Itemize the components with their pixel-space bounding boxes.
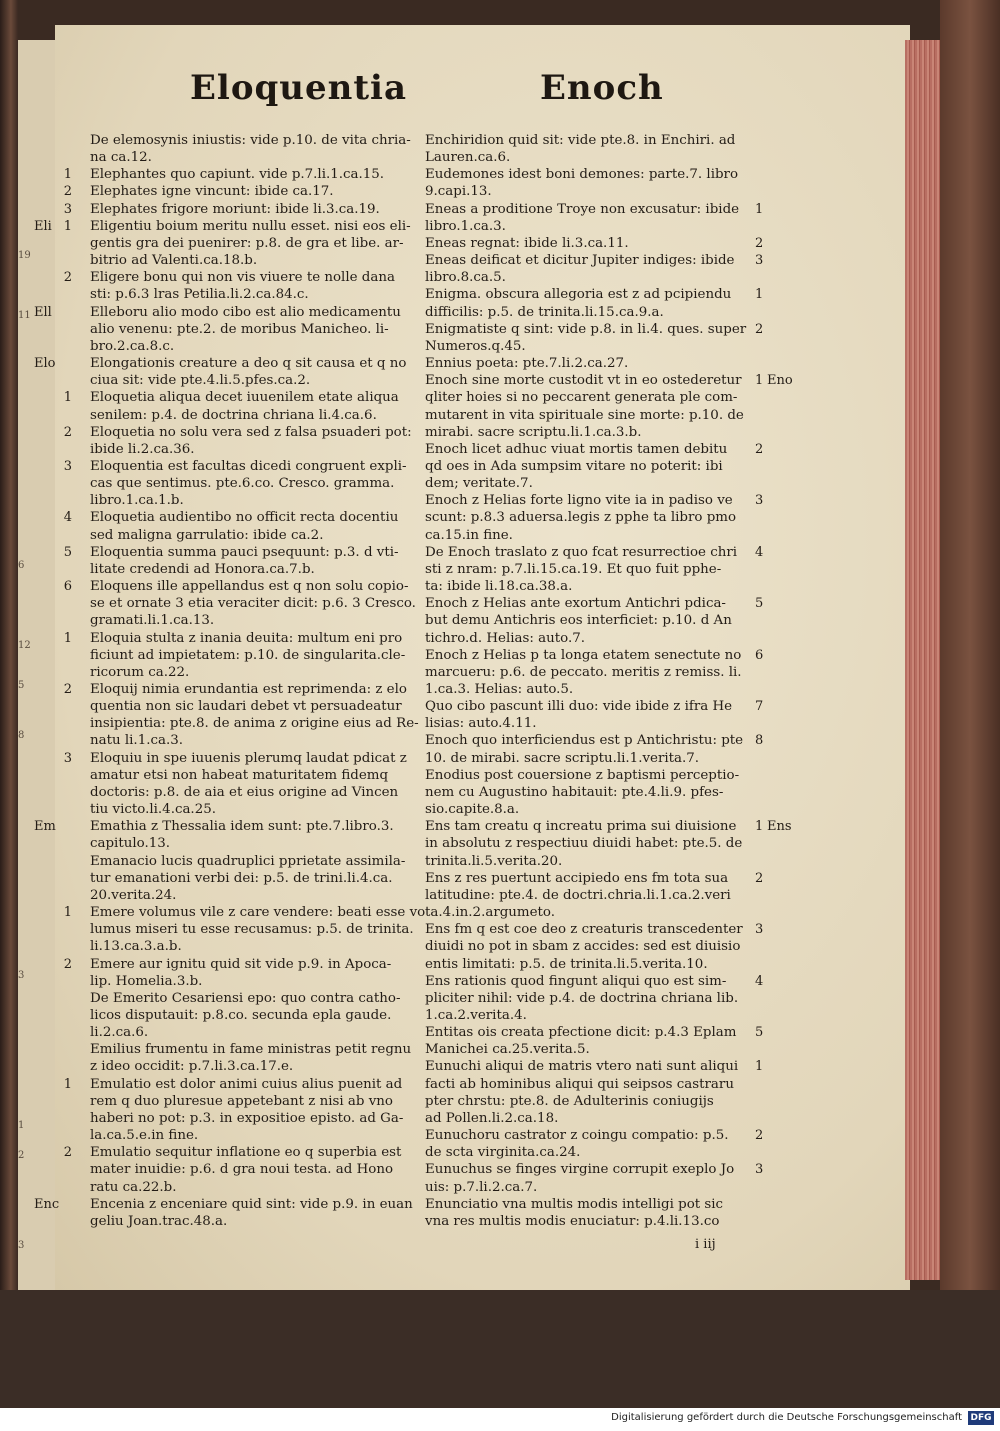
entry-line: Eneas regnat: ibide li.3.ca.11.: [425, 235, 629, 251]
entry-line: Eloquens ille appellandus est q non solu copio-: [90, 579, 409, 595]
book-bottom-edge: [0, 1290, 1000, 1408]
index-entry: [425, 441, 764, 492]
entry-line: la.ca.5.e.in fine.: [90, 1128, 199, 1144]
entry-line: Enoch licet adhuc viuat mortis tamen debitu: [425, 441, 728, 457]
entry-number: 2: [63, 1145, 72, 1161]
entry-line: Eloquentia summa pauci psequunt: p.3. d vti-: [90, 544, 399, 560]
entry-number: 3: [755, 922, 764, 938]
index-entry: [90, 990, 420, 1041]
entry-line: libro.1.ca.1.b.: [90, 493, 184, 509]
entry-line: ratu ca.22.b.: [90, 1179, 177, 1195]
entry-line: Eloquentia est facultas dicedi congruent expli-: [90, 458, 407, 474]
index-entry: [425, 166, 755, 200]
entry-line: Numeros.q.45.: [425, 338, 526, 354]
entry-line: Quo cibo pascunt illi duo: vide ibide z ifra He: [425, 699, 733, 715]
entry-line: ad Pollen.li.2.ca.18.: [425, 1110, 559, 1126]
entry-line: Eligentiu boium meritu nullu esset. nisi eos eli-: [90, 218, 411, 234]
entry-line: ciua sit: vide pte.4.li.5.pfes.ca.2.: [90, 373, 311, 389]
index-entry: [63, 956, 420, 990]
entry-line: Eneas deificat et dicitur Jupiter indiges: ibide: [425, 253, 735, 269]
index-entry: [425, 767, 755, 818]
index-entry: [63, 201, 420, 218]
index-entry: [63, 544, 420, 578]
entry-line: Manichei ca.25.verita.5.: [425, 1042, 590, 1058]
index-entry: [425, 818, 792, 869]
right-column: [425, 132, 793, 1230]
entry-line: Eloquetia no solu vera sed z falsa psuaderi pot:: [90, 424, 412, 440]
margin-letter-tag: Eli: [34, 218, 52, 234]
entry-number: 6: [755, 647, 764, 663]
entry-number: 2: [63, 682, 72, 697]
index-entry: [63, 166, 420, 183]
index-entry: [425, 1127, 764, 1161]
entry-line: insipientia: pte.8. de anima z origine eius ad Re-: [90, 716, 419, 732]
entry-line: difficilis: p.5. de trinita.li.15.ca.9.a.: [425, 304, 664, 320]
entry-number: 3: [755, 1162, 764, 1178]
entry-line: in absolutu z respectiuu diuidi habet: pte.5. de: [425, 836, 743, 852]
entry-number: 4: [63, 510, 72, 526]
entry-line: gentis gra dei puenirer: p.8. de gra et libe. ar-: [90, 235, 404, 251]
entry-line: Ennius poeta: pte.7.li.2.ca.27.: [425, 356, 629, 372]
book-binding: [0, 0, 18, 1408]
entry-line: uis: p.7.li.2.ca.7.: [425, 1179, 538, 1195]
index-entry: [425, 1058, 764, 1127]
margin-letter-tag: Ell: [34, 304, 52, 320]
index-entry: [425, 372, 793, 441]
entry-line: quentia non sic laudari debet vt persuadeatur: [90, 699, 402, 715]
index-entry: [34, 304, 420, 355]
entry-line: Lauren.ca.6.: [425, 150, 511, 166]
index-entry: [425, 132, 755, 166]
entry-line: Eloquetia aliqua decet iuuenilem etate aliqua: [90, 390, 399, 406]
entry-line: libro.1.ca.3.: [425, 218, 506, 234]
entry-line: Elongationis creature a deo q sit causa et q no: [90, 356, 407, 372]
index-entry: [425, 201, 764, 235]
entry-line: nem cu Augustino habitauit: pte.4.li.9. pfes-: [425, 784, 724, 800]
entry-line: 1.ca.2.verita.4.: [425, 1007, 527, 1023]
entry-line: vna res multis modis enuciatur: p.4.li.13.co: [425, 1213, 720, 1229]
entry-line: Ens rationis quod fingunt aliqui quo est sim-: [425, 973, 727, 989]
index-entry: [425, 732, 764, 766]
entry-number: 1: [63, 218, 72, 234]
entry-line: doctoris: p.8. de aia et eius origine ad Vincen: [90, 784, 399, 800]
index-entry: [425, 235, 764, 252]
entry-number: 3: [63, 458, 72, 474]
entry-line: capitulo.13.: [90, 836, 171, 852]
entry-number: 6: [63, 579, 72, 595]
entry-line: lip. Homelia.3.b.: [90, 973, 203, 989]
entry-number: 2: [63, 184, 72, 200]
footer-bar: [0, 1408, 1000, 1431]
entry-number: 2: [63, 956, 72, 972]
entry-line: trinita.li.5.verita.20.: [425, 853, 563, 869]
index-entry: [63, 681, 420, 750]
entry-number: 4: [755, 544, 764, 560]
index-entry: [63, 458, 420, 509]
index-entry: [425, 921, 764, 972]
entry-line: gramati.li.1.ca.13.: [90, 613, 215, 629]
entry-number: 3: [755, 493, 764, 509]
prev-page-fragment: 2: [18, 1150, 25, 1161]
entry-line: De Emerito Cesariensi epo: quo contra catho-: [90, 990, 401, 1006]
prev-page-fragment: 12: [18, 640, 31, 651]
entry-line: sti: p.6.3 lras Petilia.li.2.ca.84.c.: [90, 287, 309, 303]
index-entry: [425, 321, 764, 355]
entry-line: sti z nram: p.7.li.15.ca.19. Et quo fuit pphe-: [425, 561, 722, 577]
entry-line: alio venenu: pte.2. de moribus Manicheo. li-: [90, 321, 389, 337]
entry-line: geliu Joan.trac.48.a.: [90, 1213, 228, 1229]
entry-line: lisias: auto.4.11.: [425, 716, 537, 732]
entry-number: 1: [755, 287, 764, 303]
index-entry: [425, 492, 764, 543]
entry-line: De elemosynis iniustis: vide p.10. de vita chria-: [90, 133, 411, 148]
index-entry: [63, 578, 420, 629]
entry-line: Entitas ois creata pfectione dicit: p.4.3 Eplam: [425, 1025, 737, 1041]
index-entry: [425, 286, 764, 320]
index-entry: [425, 355, 755, 372]
index-entry: [34, 355, 420, 389]
index-entry: [425, 1161, 764, 1195]
index-entry: [63, 509, 420, 543]
index-entry: [34, 218, 420, 269]
entry-line: Enodius post couersione z baptismi perceptio-: [425, 767, 740, 783]
prev-page-fragment: 8: [18, 730, 25, 741]
footer-credit: Digitalisierung gefördert durch die Deutsche Forschungsgemeinschaft: [611, 1412, 962, 1423]
entry-line: li.2.ca.6.: [90, 1025, 149, 1041]
entry-line: pter chrstu: pte.8. de Adulterinis coniugijs: [425, 1093, 714, 1109]
left-column: [34, 132, 426, 1230]
entry-number: 1: [755, 201, 764, 217]
entry-line: Enoch z Helias p ta longa etatem senectute no: [425, 647, 742, 663]
entry-line: Eligere bonu qui non vis viuere te nolle dana: [90, 270, 395, 286]
margin-letter-tag: Ens: [767, 819, 792, 835]
entry-line: ta: ibide li.18.ca.38.a.: [425, 579, 573, 595]
entry-number: 5: [755, 1025, 764, 1041]
prev-page-fragment: 6: [18, 560, 25, 571]
entry-line: tur emanationi verbi dei: p.5. de trini.li.4.ca.: [90, 870, 393, 886]
entry-line: li.13.ca.3.a.b.: [90, 939, 182, 955]
entry-line: Eneas a proditione Troye non excusatur: ibide: [425, 201, 740, 217]
entry-line: mater inuidie: p.6. d gra noui testa. ad Hono: [90, 1162, 394, 1178]
index-entry: [425, 973, 764, 1024]
entry-line: Elephates igne vincunt: ibide ca.17.: [90, 184, 334, 200]
entry-line: mutarent in vita spirituale sine morte: p.10. de: [425, 407, 744, 423]
entry-line: Emere aur ignitu quid sit vide p.9. in Apoca-: [90, 956, 392, 972]
entry-line: ficiunt ad impietatem: p.10. de singularita.cle-: [90, 647, 406, 663]
entry-line: Emulatio sequitur inflatione eo q superbia est: [90, 1145, 402, 1161]
index-entry: [63, 424, 420, 458]
entry-line: Ens fm q est coe deo z creaturis transcedenter: [425, 922, 743, 938]
right-running-heading: Enoch: [540, 68, 664, 108]
entry-line: libro.8.ca.5.: [425, 270, 506, 286]
entry-line: Ens z res puertunt accipiedo ens fm tota sua: [425, 870, 729, 886]
index-entry: [63, 183, 420, 200]
folio-signature: i iij: [695, 1237, 716, 1252]
entry-number: 2: [755, 1128, 764, 1144]
entry-number: 8: [755, 733, 764, 749]
entry-line: Enigma. obscura allegoria est z ad pcipiendu: [425, 287, 732, 303]
entry-line: ca.15.in fine.: [425, 527, 513, 543]
entry-number: 2: [63, 270, 72, 286]
prev-page-fragment: 5: [18, 680, 25, 691]
entry-number: 2: [755, 870, 764, 886]
index-entry: [63, 1144, 420, 1195]
entry-line: rem q duo pluresue appetebant z nisi ab vno: [90, 1093, 393, 1109]
index-entry: [63, 904, 426, 955]
entry-line: bitrio ad Valenti.ca.18.b.: [90, 253, 258, 269]
entry-number: 1: [755, 373, 764, 389]
margin-letter-tag: Em: [34, 819, 56, 835]
index-entry: [425, 595, 764, 646]
index-entry: [425, 1024, 764, 1058]
entry-line: Eloquia stulta z inania deuita: multum eni pro: [90, 630, 403, 646]
entry-line: marcueru: p.6. de peccato. meritis z remiss. li.: [425, 664, 742, 680]
entry-number: 1: [63, 630, 72, 646]
index-entry: [425, 870, 764, 921]
entry-line: senilem: p.4. de doctrina chriana li.4.ca.6.: [90, 407, 377, 423]
entry-line: Enoch z Helias forte ligno vite ia in padiso ve: [425, 493, 733, 509]
margin-letter-tag: Eno: [767, 373, 793, 389]
prev-page-fragment: 1: [18, 1120, 25, 1131]
entry-line: bro.2.ca.8.c.: [90, 338, 175, 354]
index-entry: [90, 853, 420, 904]
entry-line: Enchiridion quid sit: vide pte.8. in Enchiri. ad: [425, 133, 736, 148]
entry-line: Eloquiu in spe iuuenis plerumq laudat pdicat z: [90, 750, 407, 766]
entry-line: amatur etsi non habeat maturitatem fidemq: [90, 767, 389, 783]
entry-line: licos disputauit: p.8.co. secunda epla gaude.: [90, 1007, 392, 1023]
entry-line: De Enoch traslato z quo fcat resurrectioe chri: [425, 544, 738, 560]
entry-number: 2: [755, 441, 764, 457]
entry-line: tiu victo.li.4.ca.25.: [90, 802, 216, 818]
entry-line: Eunuchi aliqui de matris vtero nati sunt aliqui: [425, 1059, 739, 1075]
entry-line: Elephates frigore moriunt: ibide li.3.ca.19.: [90, 201, 380, 217]
index-entry: [90, 132, 420, 166]
entry-line: Eunuchus se finges virgine corrupit exeplo Jo: [425, 1162, 735, 1178]
entry-line: latitudine: pte.4. de doctri.chria.li.1.ca.2.veri: [425, 887, 731, 903]
margin-letter-tag: Enc: [34, 1196, 60, 1212]
entry-number: 7: [755, 699, 764, 715]
entry-line: Encenia z enceniare quid sint: vide p.9. in euan: [90, 1196, 413, 1212]
entry-line: lumus miseri tu esse recusamus: p.5. de trinita.: [90, 922, 414, 938]
entry-line: but demu Antichris eos interficiet: p.10. d An: [425, 613, 732, 629]
page-stack-edge: [905, 40, 943, 1280]
entry-number: 2: [755, 321, 764, 337]
entry-line: entis limitati: p.5. de trinita.li.5.verita.10.: [425, 956, 708, 972]
entry-line: litate credendi ad Honora.ca.7.b.: [90, 561, 315, 577]
entry-number: 1: [63, 390, 72, 406]
entry-line: na ca.12.: [90, 150, 152, 166]
book-cover: [940, 0, 1000, 1408]
entry-line: ricorum ca.22.: [90, 664, 190, 680]
entry-line: Emilius frumentu in fame ministras petit regnu: [90, 1042, 412, 1058]
index-entry: [425, 698, 764, 732]
entry-line: scunt: p.8.3 aduersa.legis z pphe ta libro pmo: [425, 510, 737, 526]
entry-number: 1: [63, 1076, 72, 1092]
entry-number: 5: [755, 596, 764, 612]
entry-line: Enoch quo interficiendus est p Antichristu: pte: [425, 733, 744, 749]
index-entry: [425, 647, 764, 698]
entry-line: Elleboru alio modo cibo est alio medicamentu: [90, 304, 401, 320]
entry-line: dem; veritate.7.: [425, 476, 533, 492]
left-running-heading: Eloquentia: [190, 68, 408, 108]
index-entry: [34, 1196, 420, 1230]
entry-line: 10. de mirabi. sacre scriptu.li.1.verita.7.: [425, 750, 700, 766]
entry-number: 3: [63, 201, 72, 217]
entry-line: se et ornate 3 etia veraciter dicit: p.6. 3 Cresco.: [90, 596, 416, 612]
entry-line: Eunuchoru castrator z coingu compatio: p.5.: [425, 1128, 729, 1144]
entry-line: 20.verita.24.: [90, 887, 177, 903]
entry-line: haberi no pot: p.3. in expositioe episto. ad Ga-: [90, 1110, 404, 1126]
entry-line: Enunciatio vna multis modis intelligi pot sic: [425, 1196, 724, 1212]
entry-line: facti ab hominibus aliqui qui seipsos castraru: [425, 1076, 734, 1092]
entry-line: Ens tam creatu q increatu prima sui diuisione: [425, 819, 737, 835]
entry-line: 1.ca.3. Helias: auto.5.: [425, 682, 574, 697]
margin-letter-tag: Elo: [34, 356, 56, 372]
index-entry: [90, 1041, 420, 1075]
entry-number: 2: [63, 424, 72, 440]
entry-line: Eudemones idest boni demones: parte.7. libro: [425, 167, 739, 183]
entry-number: 1: [63, 167, 72, 183]
entry-line: Eloquetia audientibo no officit recta docentiu: [90, 510, 399, 526]
entry-line: qliter hoies si no peccarent generata ple com-: [425, 390, 738, 406]
index-entry: [63, 1076, 420, 1145]
entry-line: tichro.d. Helias: auto.7.: [425, 630, 585, 646]
entry-line: Enigmatiste q sint: vide p.8. in li.4. ques. super: [425, 321, 747, 337]
entry-line: Emanacio lucis quadruplici pprietate assimila-: [90, 853, 406, 869]
entry-number: 5: [63, 544, 72, 560]
entry-line: de scta virginita.ca.24.: [425, 1145, 581, 1161]
entry-line: mirabi. sacre scriptu.li.1.ca.3.b.: [425, 424, 642, 440]
entry-line: Elephantes quo capiunt. vide p.7.li.1.ca.15.: [90, 167, 385, 183]
entry-line: qd oes in Ada sumpsim vitare no poterit: ibi: [425, 458, 723, 474]
prev-page-fragment: 3: [18, 1240, 25, 1251]
entry-line: Enoch sine morte custodit vt in eo ostederetur: [425, 373, 742, 389]
entry-line: 9.capi.13.: [425, 184, 492, 200]
index-entry: [63, 750, 420, 819]
entry-line: Enoch z Helias ante exortum Antichri pdica-: [425, 596, 726, 612]
entry-line: Emathia z Thessalia idem sunt: pte.7.libro.3.: [90, 819, 394, 835]
index-entry: [425, 544, 764, 595]
entry-line: diuidi no pot in sbam z accides: sed est diuisio: [425, 939, 741, 955]
index-entry: [63, 630, 420, 681]
index-entry: [425, 252, 764, 286]
index-entry: [63, 389, 420, 423]
entry-line: sed maligna garrulatio: ibide ca.2.: [90, 527, 324, 543]
prev-page-fragment: 11: [18, 310, 31, 321]
entry-line: natu li.1.ca.3.: [90, 733, 183, 749]
index-entry: [425, 1196, 755, 1230]
entry-number: 1: [755, 819, 764, 835]
entry-number: 1: [755, 1059, 764, 1075]
index-entry: [63, 269, 420, 303]
entry-line: cas que sentimus. pte.6.co. Cresco. gramma.: [90, 476, 395, 492]
entry-line: z ideo occidit: p.7.li.3.ca.17.e.: [90, 1059, 294, 1075]
dfg-logo: DFG: [968, 1411, 994, 1425]
entry-line: Eloquij nimia erundantia est reprimenda: z elo: [90, 682, 407, 697]
entry-line: ta.4.in.2.argumeto.: [425, 905, 556, 921]
entry-number: 3: [755, 253, 764, 269]
entry-number: 3: [63, 750, 72, 766]
entry-line: Emere volumus vile z care vendere: beati esse vo: [90, 905, 426, 921]
entry-line: sio.capite.8.a.: [425, 802, 520, 818]
entry-number: 4: [755, 973, 764, 989]
prev-page-fragment: 19: [18, 250, 31, 261]
prev-page-fragment: 3: [18, 970, 25, 981]
entry-line: pliciter nihil: vide p.4. de doctrina chriana lib.: [425, 990, 739, 1006]
index-entry: [34, 818, 420, 852]
entry-line: Emulatio est dolor animi cuius alius puenit ad: [90, 1076, 403, 1092]
entry-number: 1: [63, 905, 72, 921]
entry-line: ibide li.2.ca.36.: [90, 441, 195, 457]
entry-number: 2: [755, 235, 764, 251]
